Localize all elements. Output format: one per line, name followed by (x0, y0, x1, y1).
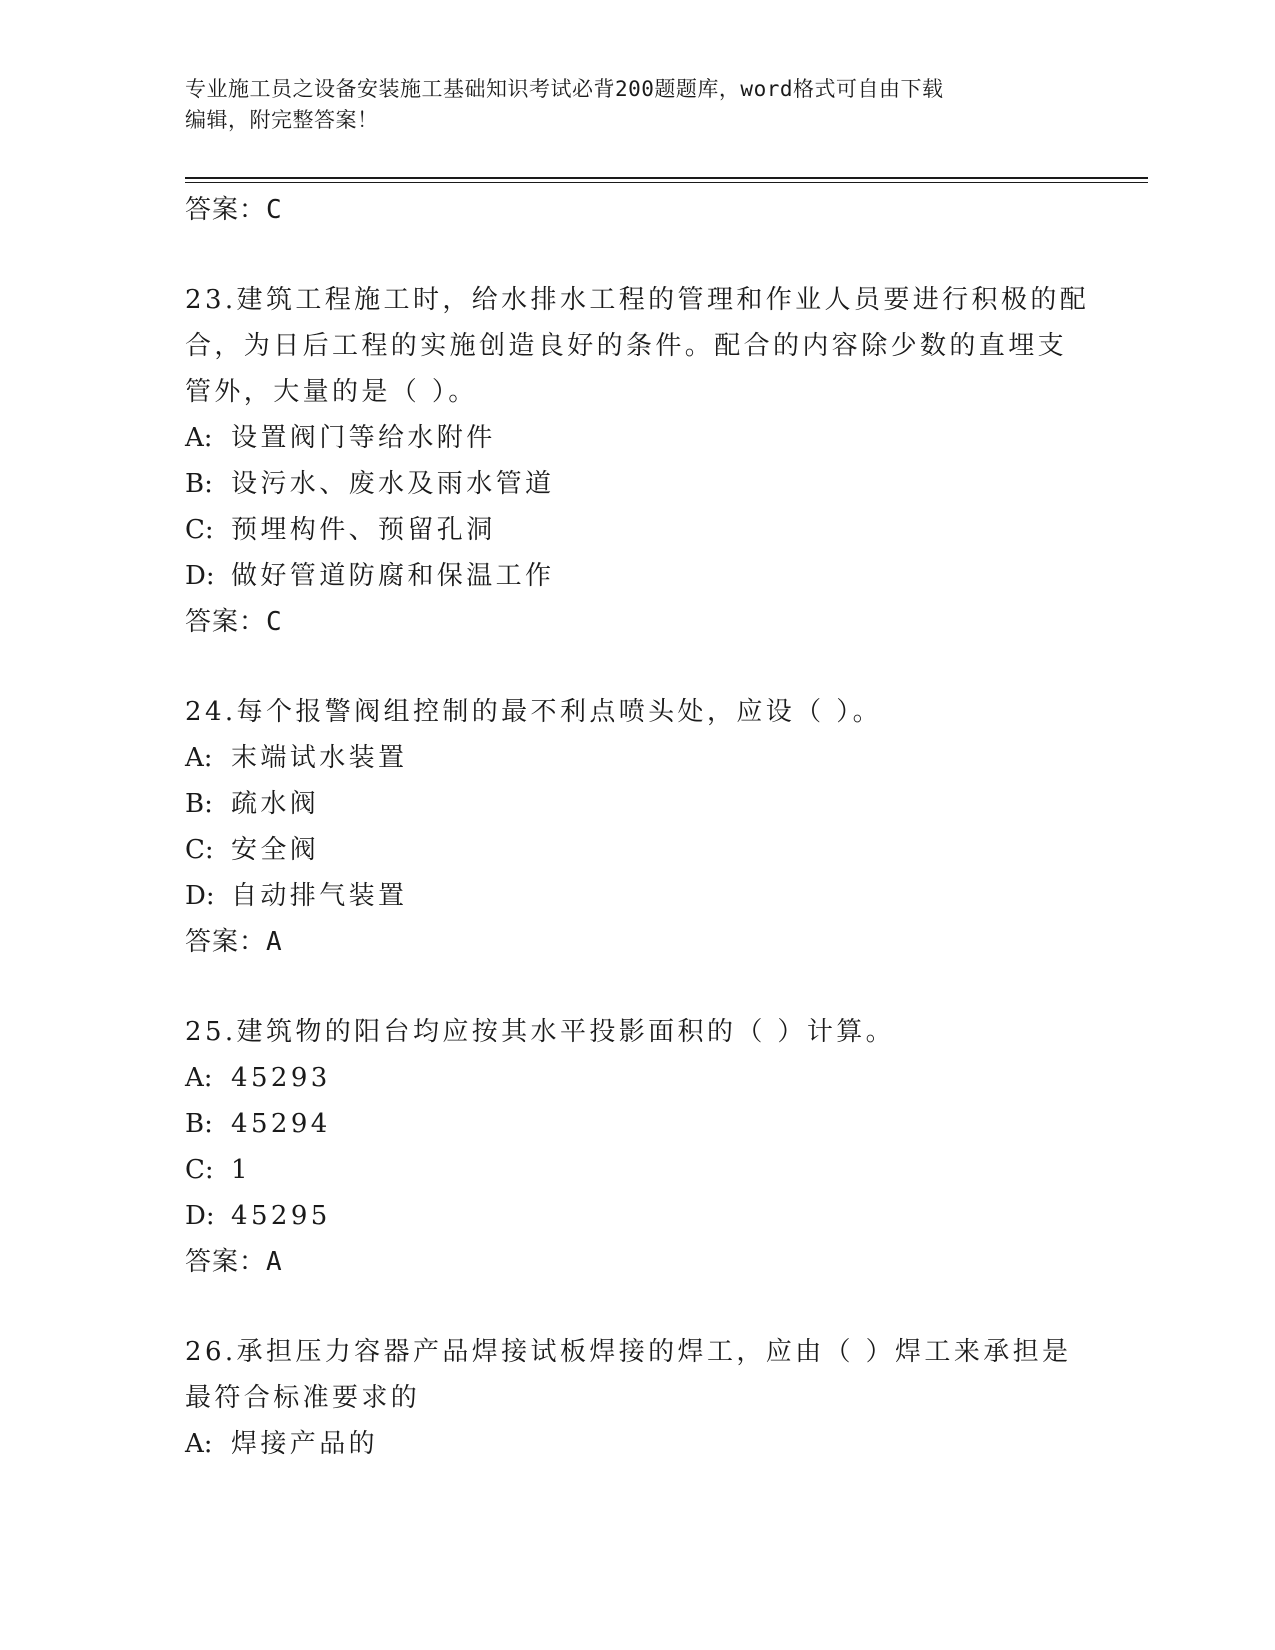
option-key: A: (185, 1429, 213, 1459)
question-text-line: 合，为日后工程的实施创造良好的条件。配合的内容除少数的直埋支 (185, 331, 1068, 361)
option-key: C: (185, 835, 214, 865)
option-key: A: (185, 1063, 213, 1093)
option-text: 45294 (231, 1109, 331, 1139)
page-header (185, 74, 1065, 136)
option-b (185, 781, 1085, 827)
option-c (185, 507, 1085, 553)
option-c (185, 1147, 1085, 1193)
option-text: 设污水、废水及雨水管道 (231, 469, 555, 499)
spacer (185, 645, 1085, 689)
option-key: B: (185, 469, 213, 499)
question-24 (185, 689, 1085, 965)
option-key: A: (185, 743, 213, 773)
option-b (185, 1101, 1085, 1147)
option-text: 45293 (231, 1063, 331, 1093)
option-key: A: (185, 423, 213, 453)
answer-line: 答案：A (185, 1247, 283, 1277)
option-text: 疏水阀 (231, 789, 320, 819)
spacer (185, 233, 1085, 277)
option-key: B: (185, 1109, 213, 1139)
option-key: D: (185, 1201, 215, 1231)
option-text: 预埋构件、预留孔洞 (231, 515, 496, 545)
option-key: D: (185, 561, 215, 591)
option-text: 自动排气装置 (231, 881, 408, 911)
question-text-line: 25.建筑物的阳台均应按其水平投影面积的（ ）计算。 (185, 1017, 896, 1047)
header-rule-thin (185, 182, 1148, 183)
question-text-line: 23.建筑工程施工时，给水排水工程的管理和作业人员要进行积极的配 (185, 285, 1090, 315)
spacer (185, 965, 1085, 1009)
spacer (185, 1285, 1085, 1329)
option-key: C: (185, 515, 214, 545)
option-key: D: (185, 881, 215, 911)
option-text: 末端试水装置 (231, 743, 408, 773)
option-key: C: (185, 1155, 214, 1185)
option-c (185, 827, 1085, 873)
option-d (185, 553, 1085, 599)
question-23 (185, 277, 1090, 645)
answer-line: 答案：A (185, 927, 283, 957)
answer-line: 答案：C (185, 195, 283, 225)
option-a (185, 1055, 1085, 1101)
question-text-line: 管外，大量的是（ ）。 (185, 377, 478, 407)
option-d (185, 873, 1085, 919)
header-line-2: 编辑，附完整答案！ (185, 108, 379, 132)
question-text-line: 24.每个报警阀组控制的最不利点喷头处，应设（ ）。 (185, 697, 883, 727)
option-text: 1 (231, 1155, 251, 1185)
question-25 (185, 1009, 1085, 1285)
option-b (185, 461, 1085, 507)
question-text-line: 26.承担压力容器产品焊接试板焊接的焊工，应由（ ）焊工来承担是 (185, 1337, 1072, 1367)
option-key: B: (185, 789, 213, 819)
question-list (185, 187, 1090, 1467)
answer-line: 答案：C (185, 607, 283, 637)
option-a (185, 415, 1085, 461)
option-a (185, 1421, 1085, 1467)
option-text: 做好管道防腐和保温工作 (231, 561, 555, 591)
question-text-line: 最符合标准要求的 (185, 1383, 421, 1413)
option-d (185, 1193, 1085, 1239)
option-a (185, 735, 1085, 781)
question-26 (185, 1329, 1085, 1467)
option-text: 安全阀 (231, 835, 320, 865)
header-line-1: 专业施工员之设备安装施工基础知识考试必背200题题库，word格式可自由下载 (185, 77, 944, 101)
header-rule-thick (185, 177, 1148, 179)
option-text: 焊接产品的 (231, 1429, 379, 1459)
option-text: 设置阀门等给水附件 (231, 423, 496, 453)
option-text: 45295 (231, 1201, 331, 1231)
